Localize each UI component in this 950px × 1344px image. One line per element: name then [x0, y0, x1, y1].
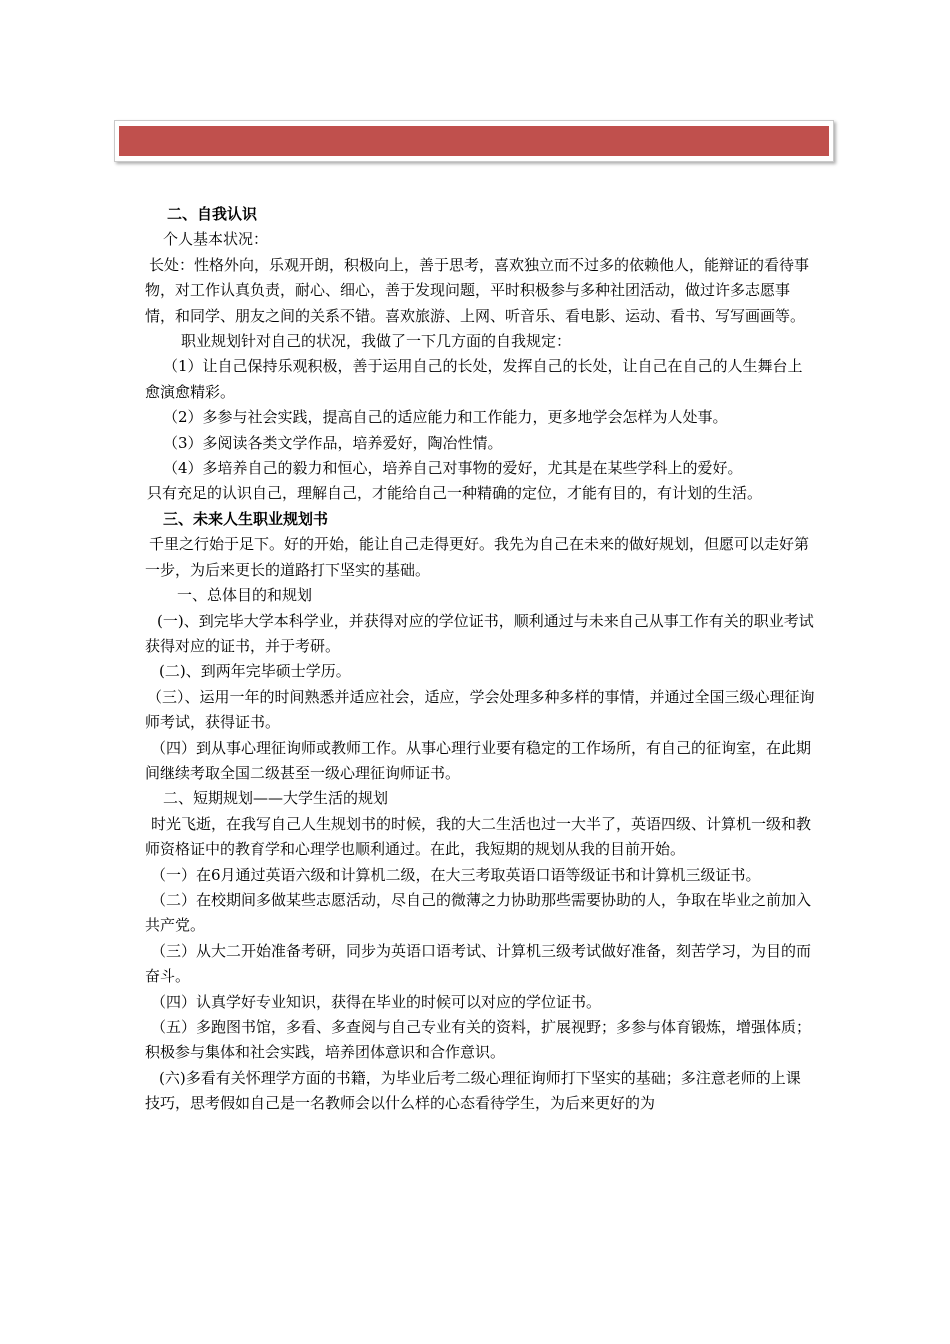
list-item-self-1: （1）让自己保持乐观积极，善于运用自己的长处，发挥自己的长处，让自己在自己的人生舞台上愈演愈精彩。 [145, 357, 803, 401]
short-term-item-6: (六)多看有关怀理学方面的书籍，为毕业后考二级心理征询师打下坚实的基础；多注意老师的上课技巧，思考假如自己是一名教师会以什么样的心态看待学生，为后来更好的为 [145, 1068, 801, 1113]
paragraph-career-intro: 职业规划针对自己的状况，我做了一下几方面的自我规定： [181, 332, 572, 351]
paragraph-self-conclusion: 只有充足的认识自己，理解自己，才能给自己一种精确的定位，才能有目的，有计划的生活。 [147, 484, 763, 503]
list-item-self-4: （4）多培养自己的毅力和恒心，培养自己对事物的爱好，尤其是在某些学科上的爱好。 [163, 459, 743, 478]
list-item-self-3: （3）多阅读各类文学作品，培养爱好，陶冶性情。 [163, 433, 503, 452]
goal-item-3: （三）、运用一年的时间熟悉并适应社会，适应，学会处理多种多样的事情，并通过全国三级心理征询师考试，获得证书。 [145, 687, 815, 732]
list-item-self-2: （2）多参与社会实践，提高自己的适应能力和工作能力，更多地学会怎样为人处事。 [163, 408, 728, 427]
short-term-item-2: （二）在校期间多做某些志愿活动，尽自己的微薄之力协助那些需要协助的人，争取在毕业之前加入共产党。 [145, 890, 812, 935]
subheading-overall-goals: 一、总体目的和规划 [177, 586, 313, 605]
short-term-item-4: （四）认真学好专业知识，获得在毕业的时候可以对应的学位证书。 [151, 992, 602, 1011]
paragraph-short-term-intro: 时光飞逝，在我写自己人生规划书的时候，我的大二生活也过一大半了，英语四级、计算机一级和教师资格证中的教育学和心理学也顺利通过。在此，我短期的规划从我的目前开始。 [145, 814, 812, 859]
header-banner [114, 120, 834, 162]
document-body [145, 202, 815, 1117]
section-heading-self-recognition: 二、自我认识 [167, 205, 258, 223]
header-banner-fill [119, 126, 829, 156]
paragraph-plan-intro: 千里之行始于足下。好的开始，能让自己走得更好。我先为自己在未来的做好规划，但愿可以走好第一步，为后来更长的道路打下坚实的基础。 [145, 535, 810, 579]
paragraph-basic-status: 个人基本状况： [163, 230, 269, 249]
goal-item-4: （四）到从事心理征询师或教师工作。从事心理行业要有稳定的工作场所，有自己的征询室，在此期间继续考取全国二级甚至一级心理征询师证书。 [145, 738, 812, 782]
short-term-item-3: （三）从大二开始准备考研，同步为英语口语考试、计算机三级考试做好准备，刻苦学习，为目的而奋斗。 [145, 941, 812, 986]
short-term-item-1: （一）在6月通过英语六级和计算机二级，在大三考取英语口语等级证书和计算机三级证书。 [151, 865, 761, 884]
paragraph-strengths: 长处：性格外向，乐观开朗，积极向上，善于思考，喜欢独立而不过多的依赖他人，能辩证的看待事物，对工作认真负责，耐心、细心，善于发现问题，平时积极参与多种社团活动，做过许多志愿事情，和同学、朋友之间的关系不错。喜欢旅游、上网、听音乐、看电影、运动、看书、写写画画等。 [145, 255, 810, 325]
goal-item-2: (二)、到两年完毕硕士学历。 [159, 662, 351, 681]
subheading-short-term: 二、短期规划——大学生活的规划 [163, 789, 389, 808]
short-term-item-5: （五）多跑图书馆，多看、多查阅与自己专业有关的资料，扩展视野；多参与体育锻炼，增强体质；积极参与集体和社会实践，培养团体意识和合作意识。 [145, 1018, 812, 1062]
section-heading-future-plan: 三、未来人生职业规划书 [163, 509, 329, 528]
goal-item-1: (一)、到完毕大学本科学业，并获得对应的学位证书，顺利通过与未来自己从事工作有关的职业考试获得对应的证书，并于考研。 [145, 611, 814, 655]
